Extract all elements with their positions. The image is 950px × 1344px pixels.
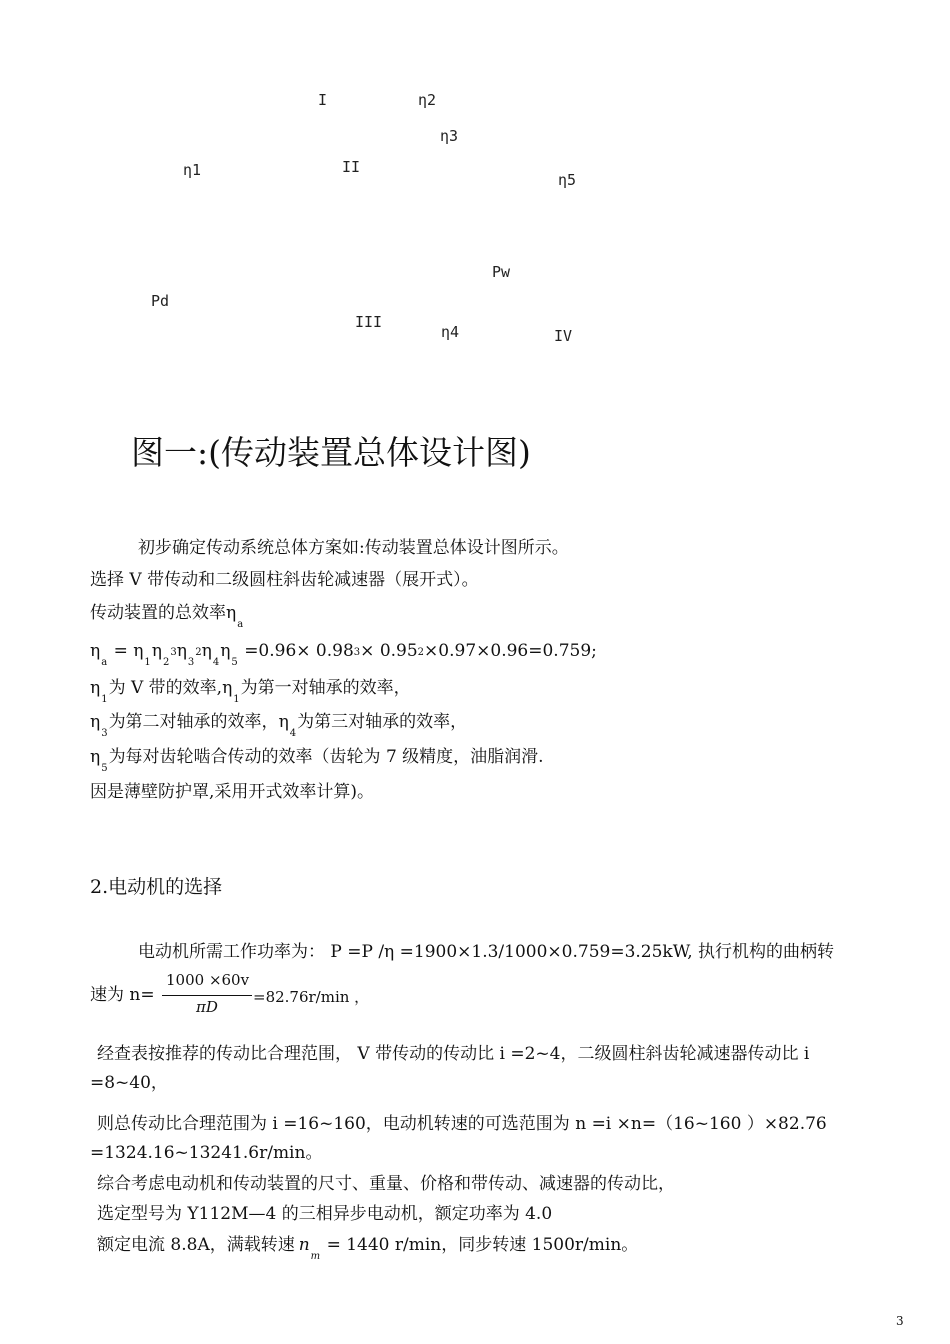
label-shaft-i: I [318, 91, 328, 109]
eq-s5: 5 [231, 657, 238, 668]
fraction-numerator: 1000 ×60v [166, 971, 250, 989]
speed-suffix: =82.76r/min ， [253, 988, 370, 1006]
paragraph-transmission: 选择 V 带传动和二级圆柱斜齿轮减速器（展开式）。 [90, 570, 479, 590]
paragraph-scheme: 初步确定传动系统总体方案如:传动装置总体设计图所示。 [138, 538, 569, 558]
efficiency-line-4: 因是薄壁防护罩,采用开式效率计算)。 [90, 782, 375, 802]
paragraph-efficiency [90, 602, 244, 630]
label-eta1: η1 [183, 161, 202, 179]
label-eta2: η2 [418, 91, 437, 109]
label-eta4: η4 [441, 323, 460, 341]
l1-eta: η [90, 678, 101, 698]
figure-title: 图一:(传动装置总体设计图) [131, 433, 531, 472]
eq-rhs-pow1: 3 [353, 647, 361, 658]
l2-eta2: η [278, 712, 289, 732]
efficiency-subscript: a [237, 619, 244, 630]
l1-text2: 为第一对轴承的效率， [240, 678, 411, 698]
eq-lhs-sub: a [101, 657, 108, 668]
l2-sub2: 4 [289, 728, 297, 739]
eq-e4: η [201, 641, 212, 661]
nm-symbol: n [298, 1235, 310, 1255]
eq-rhs-b: × 0.95 [360, 641, 418, 661]
eq-p2: 3 [170, 647, 177, 658]
l2-eta: η [90, 712, 101, 732]
l3-sub: 5 [101, 763, 108, 774]
eq-s1: 1 [144, 657, 151, 668]
l1-text1: 为 V 带的效率, [108, 678, 223, 698]
label-shaft-iii: III [355, 313, 383, 331]
eq-s2: 2 [162, 657, 170, 668]
eq-rhs-a: =0.96× 0.98 [244, 641, 354, 661]
efficiency-equation [90, 640, 597, 668]
ratio-line-1: 经查表按推荐的传动比合理范围， V 带传动的传动比 i =2~4，二级圆柱斜齿轮减速器传动比 i [97, 1044, 810, 1064]
eq-e1: η [133, 641, 144, 661]
eq-rhs-pow2: 2 [417, 647, 425, 658]
section-heading: 2.电动机的选择 [90, 876, 223, 898]
l2-text1: 为第二对轴承的效率， [108, 712, 279, 732]
efficiency-line-2 [90, 711, 468, 739]
ratio-line-2: =8~40， [90, 1073, 168, 1093]
eq-s3: 3 [187, 657, 195, 668]
label-eta5: η5 [558, 171, 577, 189]
l2-sub: 3 [101, 728, 108, 739]
eq-e2: η [151, 641, 162, 661]
l3-eta: η [90, 747, 101, 767]
label-pw: Pw [492, 263, 511, 281]
consider-line: 综合考虑电动机和传动装置的尺寸、重量、价格和带传动、减速器的传动比， [97, 1174, 675, 1194]
l1-eta2: η [222, 678, 233, 698]
eq-e3: η [176, 641, 187, 661]
rated-text-a: 额定电流 8.8A，满载转速 [97, 1235, 295, 1255]
eq-p3: 2 [195, 647, 202, 658]
page-number: 3 [896, 1314, 904, 1328]
eq-sign: = [113, 641, 128, 661]
eq-e5: η [220, 641, 231, 661]
l3-text1: 为每对齿轮啮合传动的效率（齿轮为 7 级精度，油脂润滑. [108, 747, 544, 767]
rated-line [97, 1234, 639, 1262]
efficiency-text: 传动装置的总效率η [90, 603, 237, 623]
label-shaft-iv: IV [554, 327, 573, 345]
efficiency-line-3 [90, 746, 544, 774]
label-eta3: η3 [440, 127, 459, 145]
l2-text2: 为第三对轴承的效率， [297, 712, 468, 732]
eq-lhs: η [90, 641, 101, 661]
select-line: 选定型号为 Y112M—4 的三相异步电动机，额定功率为 4.0 [97, 1204, 553, 1224]
l1-sub: 1 [101, 694, 108, 705]
eq-s4: 4 [212, 657, 220, 668]
fraction-line [162, 995, 252, 996]
label-pd: Pd [151, 292, 170, 310]
rated-text-b: = 1440 r/min，同步转速 1500r/min。 [326, 1235, 639, 1255]
eq-rhs-c: ×0.97×0.96=0.759; [424, 641, 597, 661]
speed-prefix: 速为 n= [90, 985, 155, 1005]
label-shaft-ii: II [342, 158, 361, 176]
nm-subscript: m [310, 1251, 321, 1262]
power-line: 电动机所需工作功率为： P =P /η =1900×1.3/1000×0.759=3.25kW, 执行机构的曲柄转 [138, 942, 835, 962]
fraction-denominator: πD [196, 998, 218, 1016]
total-ratio-line-2: =1324.16~13241.6r/min。 [90, 1143, 323, 1163]
total-ratio-line-1: 则总传动比合理范围为 i =16~160，电动机转速的可选范围为 n =i ×n=（16~160 ）×82.76 [97, 1114, 827, 1134]
efficiency-line-1 [90, 677, 411, 705]
l1-sub2: 1 [233, 694, 240, 705]
